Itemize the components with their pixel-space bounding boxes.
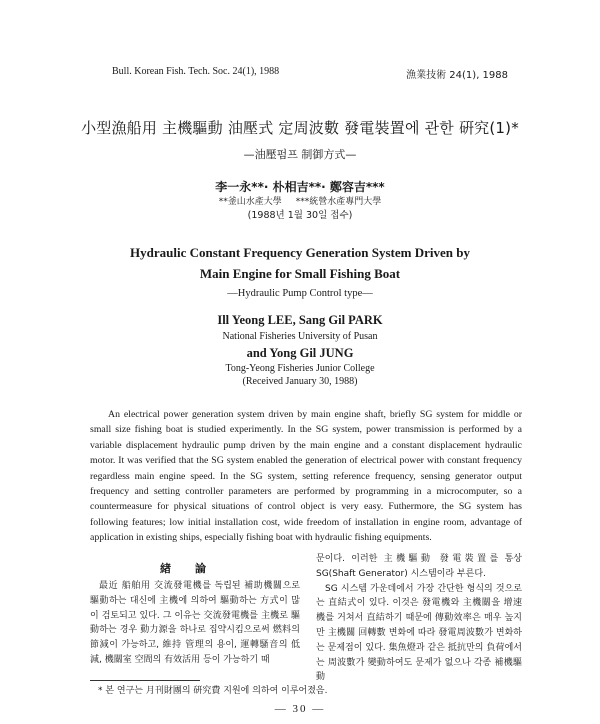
english-title-line-2: Main Engine for Small Fishing Boat [199, 266, 401, 281]
page-number: — 30 — [274, 703, 326, 715]
intro-right-column [316, 552, 522, 685]
footnote: * 본 연구는 月刊財團의 硏究費 지원에 의하여 이루어졌음. [98, 686, 328, 696]
intro-right-paragraph-2: SG 시스템 가운데에서 가장 간단한 형식의 것으로는 直結式이 있다. 이것은 發電機와 主機關을 增速機를 거쳐서 直結하기 때문에 傳動效率은 매우 높지만 主機關 回轉數 변화에 따라 發電周波數가 변화하는 문제점이 있다. 集魚燈과 같은 抵抗만의 負荷에서는 周波數가 變動하여도 문제가 없으나 각종 補機驅動 [316, 583, 522, 683]
english-title-line-1: Hydraulic Constant Frequency Generation System Driven by [130, 245, 470, 260]
korean-affiliations [0, 194, 600, 207]
affiliation-tongyeong: ***統營水產專門大學 [295, 197, 382, 207]
korean-authors: 李一永**· 朴相吉**· 鄭容吉*** [215, 180, 385, 194]
english-authors-line-1: Ill Yeong LEE, Sang Gil PARK [217, 313, 383, 327]
abstract: An electrical power generation system driven by main engine shaft, briefly SG system for middle or small size fishing boat is studied experimently. In the SG system, power transmission is performed by a variable displacement hydraulic pump driven by the main engine and a constant displacement hydraulic motor. It was verified that the SG system enabled the generation of electrical power with constant frequency regardless main engine speed. In the SG system, setting reference frequency, sensing generator output frequency and setting controller parameters are performed by programming in a microcomputer, so a countermeasure for physical situations of control object is very easy. Futhermore, the SG system has following features; low initial installation cost, wide freedom of installation in engine room, advantage of application in existing ships, especially fishing boat with hydraulic fishing equipments. [90, 409, 522, 544]
journal-header-english: Bull. Korean Fish. Tech. Soc. 24(1), 1988 [112, 66, 280, 77]
affiliation-busan: **釜山水產大學 [218, 197, 282, 207]
institution-pusan: National Fisheries University of Pusan [222, 331, 378, 342]
footnote-rule [90, 680, 200, 681]
intro-right-paragraph-1: 문이다. 이러한 主機驅動 發電裝置를 통상 SG(Shaft Generator) 시스템이라 부른다. [316, 554, 522, 579]
introduction-heading: 緖論 [160, 562, 230, 575]
korean-subtitle: —油壓펌프 制御方式— [243, 148, 357, 161]
korean-received-date: (1988년 1월 30일 접수) [247, 210, 353, 221]
english-authors-line-2: and Yong Gil JUNG [246, 346, 354, 360]
institution-tongyeong: Tong-Yeong Fisheries Junior College [225, 363, 375, 374]
intro-left-column: 最近 船舶用 交流發電機를 독립된 補助機關으로 驅動하는 대신에 主機에 의하여 驅動하는 方式이 많이 검토되고 있다. 그 이유는 交流發電機를 主機로 驅動하는 경우 動力源을 하나로 집약시킴으로써 燃料의 節減이 가능하고, 維持 管理의 용이, 運轉騷音의 低減, 機關室 空間의 有效活用 등이 가능하기 때 [90, 581, 300, 665]
korean-title: 小型漁船用 主機驅動 油壓式 定周波數 發電裝置에 관한 硏究(1)* [81, 119, 519, 137]
english-received-date: (Received January 30, 1988) [242, 376, 358, 387]
journal-header-korean: 漁業技術 24(1), 1988 [406, 70, 508, 81]
english-subtitle: —Hydraulic Pump Control type— [227, 288, 373, 299]
english-title [0, 242, 600, 284]
